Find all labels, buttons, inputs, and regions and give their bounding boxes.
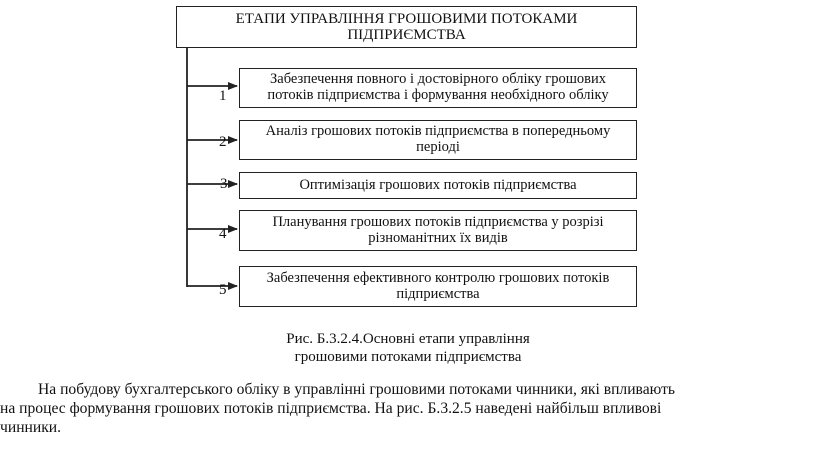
diagram-title: ЕТАПИ УПРАВЛІННЯ ГРОШОВИМИ ПОТОКАМИ ПІДПРИЄМСТВА xyxy=(235,10,578,43)
step-box-1 xyxy=(239,68,637,108)
step-number-2: 2 xyxy=(219,134,227,150)
step-text-4: Планування грошових потоків підприємства у розрізі різноманітних їх видів xyxy=(272,213,604,246)
step-number-1: 1 xyxy=(219,88,227,104)
caption-line-1: Рис. Б.3.2.4.Основні етапи управління xyxy=(286,331,530,347)
paragraph-line-3: чинники. xyxy=(0,419,62,437)
figure-caption xyxy=(0,330,816,366)
body-paragraph xyxy=(0,380,816,437)
diagram-title-box xyxy=(176,6,637,48)
step-text-3: Оптимізація грошових потоків підприємства xyxy=(299,176,577,193)
step-number-5: 5 xyxy=(219,282,227,298)
step-box-3 xyxy=(239,172,637,199)
step-number-4: 4 xyxy=(219,226,227,242)
paragraph-line-1: На побудову бухгалтерського обліку в управлінні грошовими потоками чинники, які впливають xyxy=(38,381,676,398)
step-number-3: 3 xyxy=(220,176,228,192)
step-box-4 xyxy=(239,210,637,251)
step-text-5: Забезпечення ефективного контролю грошових потоків підприємства xyxy=(266,269,610,302)
step-box-2 xyxy=(239,120,637,160)
caption-line-2: грошовими потоками підприємства xyxy=(294,349,522,365)
step-box-5 xyxy=(239,266,637,307)
step-text-1: Забезпечення повного і достовірного обліку грошових потоків підприємства і формування необхідного обліку xyxy=(267,71,609,103)
paragraph-line-2: на процес формування грошових потоків підприємства. На рис. Б.3.2.5 наведені найбільш впливові xyxy=(0,400,662,418)
step-text-2: Аналіз грошових потоків підприємства в попередньому періоді xyxy=(265,123,611,155)
